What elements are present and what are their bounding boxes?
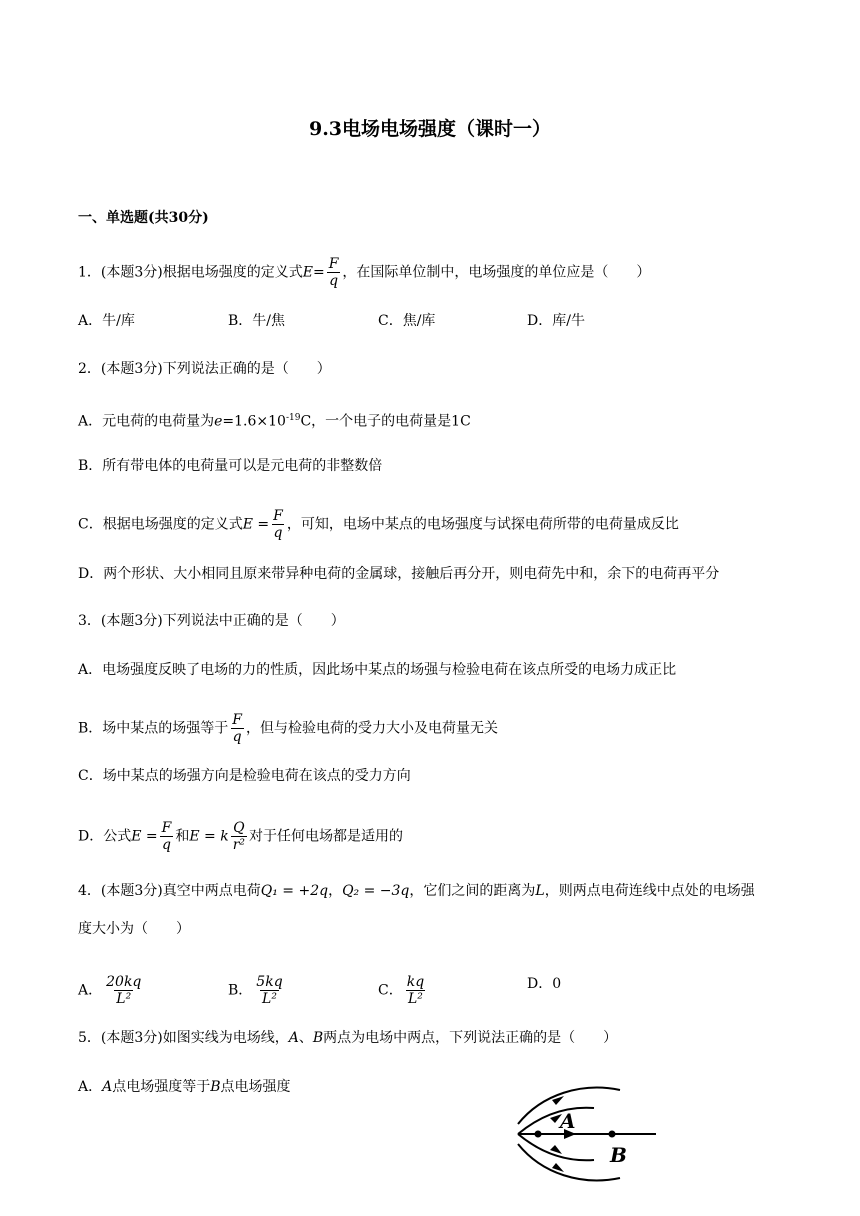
q3-option-d-den2: r² (232, 837, 246, 853)
page-title: 9.3电场电场强度（课时一） (308, 118, 552, 140)
q4-charge-2: Q₂ = −3q (342, 883, 410, 899)
q4-option-b-num: 5kq (256, 974, 283, 990)
q3-option-d-post: 对于任何电场都是适用的 (249, 828, 404, 845)
q4-option-c-den: L² (407, 991, 423, 1007)
q1-option-c: C．焦/库 (378, 313, 436, 329)
q2-option-b: B．所有带电体的电荷量可以是元电荷的非整数倍 (78, 458, 383, 474)
q2-option-c-pre: C．根据电场强度的定义式 (78, 516, 243, 533)
section-heading: 一、单选题(共30分) (78, 210, 209, 226)
q3-option-a: A．电场强度反映了电场的力的性质，因此场中某点的场强与检验电荷在该点所受的电场力成正比 (78, 662, 677, 678)
q4-option-c (378, 974, 428, 1007)
q1-prefix: 1．(本题3分)根据电场强度的定义式 (78, 264, 303, 281)
q4-stem-pre: 4．(本题3分)真空中两点电荷 (78, 883, 261, 899)
q2-option-a-exp: -19 (285, 413, 301, 423)
q2-option-c-fraction (271, 508, 285, 541)
q5-option-a-point-a: A (102, 1079, 113, 1095)
q2-option-c-den: q (273, 525, 283, 541)
q5-option-a-pre: A． (78, 1079, 103, 1095)
q4-option-a-fraction (104, 974, 143, 1007)
q1-fraction-num: F (328, 256, 339, 272)
q3-option-d-num1: F (161, 820, 172, 836)
q3-option-d-fraction-2 (231, 820, 247, 853)
q2-option-a-pre: A．元电荷的电荷量为 (78, 413, 215, 430)
q5-stem-pre: 5．(本题3分)如图实线为电场线， (78, 1030, 289, 1046)
q2-option-c-num: F (273, 508, 283, 524)
q4-stem-post: ，则两点电荷连线中点处的电场强 (544, 883, 755, 899)
q3-option-d-lhs2: E = k (189, 828, 229, 845)
q2-option-c-post: ，可知，电场中某点的电场强度与试探电荷所带的电荷量成反比 (286, 516, 679, 533)
q5-option-a-post: 点电场强度 (220, 1079, 291, 1095)
q4-option-a-den: L² (116, 991, 132, 1007)
q4-stem-line-2: 度大小为（ ） (78, 921, 190, 937)
q2-option-a-e: e (214, 413, 223, 430)
q4-comma: ， (328, 883, 343, 899)
q2-option-c (78, 508, 679, 541)
q1-option-b: B．牛/焦 (228, 313, 286, 329)
q4-option-a (78, 974, 145, 1007)
q5-stem-post: 两点为电场中两点，下列说法正确的是（ ） (323, 1030, 618, 1046)
q4-charge-1: Q₁ = +2q (260, 883, 329, 899)
q4-distance-l: L (535, 883, 545, 899)
q1-suffix: ，在国际单位制中，电场强度的单位应是（ ） (342, 264, 651, 281)
q3-option-b (78, 712, 498, 745)
q4-option-b-label: B． (228, 982, 253, 999)
q4-option-a-num: 20kq (106, 974, 142, 990)
figure-label-b: B (610, 1143, 627, 1167)
q3-option-d-lhs1: E = (131, 828, 158, 845)
q2-option-a-post: C，一个电子的电荷量是1C (300, 413, 471, 430)
point-b-dot (609, 1131, 616, 1138)
q2-option-d: D．两个形状、大小相同且原来带异种电荷的金属球，接触后再分开，则电荷先中和，余下的电荷再平分 (78, 566, 720, 582)
q4-option-c-num: kq (406, 974, 425, 990)
question-1-stem (78, 256, 650, 289)
q4-option-b-fraction (254, 974, 284, 1007)
q2-option-a-mid: =1.6×10 (222, 413, 286, 430)
question-5-stem (78, 1028, 617, 1048)
q5-option-a-mid: 点电场强度等于 (112, 1079, 211, 1095)
q4-option-b (228, 974, 287, 1007)
electric-field-figure (512, 1078, 662, 1188)
q3-option-d-fraction-1 (160, 820, 174, 853)
q3-option-d-den1: q (162, 837, 171, 853)
q3-option-b-fraction (230, 712, 244, 745)
q4-option-c-fraction (405, 974, 426, 1007)
q4-stem-mid: ，它们之间的距离为 (409, 883, 536, 899)
q3-option-d-num2: Q (233, 820, 245, 836)
q3-option-c: C．场中某点的场强方向是检验电荷在该点的受力方向 (78, 768, 411, 784)
figure-label-a: A (560, 1109, 576, 1133)
question-2-stem: 2．(本题3分)下列说法正确的是（ ） (78, 361, 331, 377)
q3-option-b-post: ，但与检验电荷的受力大小及电荷量无关 (246, 720, 499, 737)
q5-point-b: B (312, 1030, 324, 1046)
q3-option-d-and: 和 (175, 828, 190, 845)
point-a-dot (535, 1131, 542, 1138)
q3-option-d (78, 820, 403, 853)
q4-option-a-label: A． (78, 982, 103, 999)
q2-option-c-lhs: E = (242, 516, 270, 533)
q4-option-d: D．0 (527, 976, 562, 992)
q5-option-a-point-b: B (210, 1079, 221, 1095)
q3-option-b-num: F (232, 712, 243, 728)
q1-option-a: A．牛/库 (78, 313, 135, 329)
q1-fraction (327, 256, 341, 289)
q3-option-b-pre: B．场中某点的场强等于 (78, 720, 229, 737)
q2-option-a (78, 408, 471, 432)
q5-sep: 、 (298, 1030, 313, 1046)
q3-option-b-den: q (232, 729, 242, 745)
question-4-stem (78, 881, 755, 901)
q1-option-d: D．库/牛 (527, 313, 585, 329)
q5-point-a: A (288, 1030, 299, 1046)
q4-option-c-label: C． (378, 982, 403, 999)
q1-formula-lhs: E= (302, 264, 325, 281)
q1-fraction-den: q (329, 273, 339, 289)
q4-option-b-den: L² (262, 991, 277, 1007)
arrow-head-bottom-inner (550, 1145, 562, 1154)
q3-option-d-pre: D．公式 (78, 828, 132, 845)
question-3-stem: 3．(本题3分)下列说法中正确的是（ ） (78, 613, 345, 629)
q5-option-a (78, 1077, 291, 1097)
field-line-bottom-outer (518, 1144, 620, 1180)
